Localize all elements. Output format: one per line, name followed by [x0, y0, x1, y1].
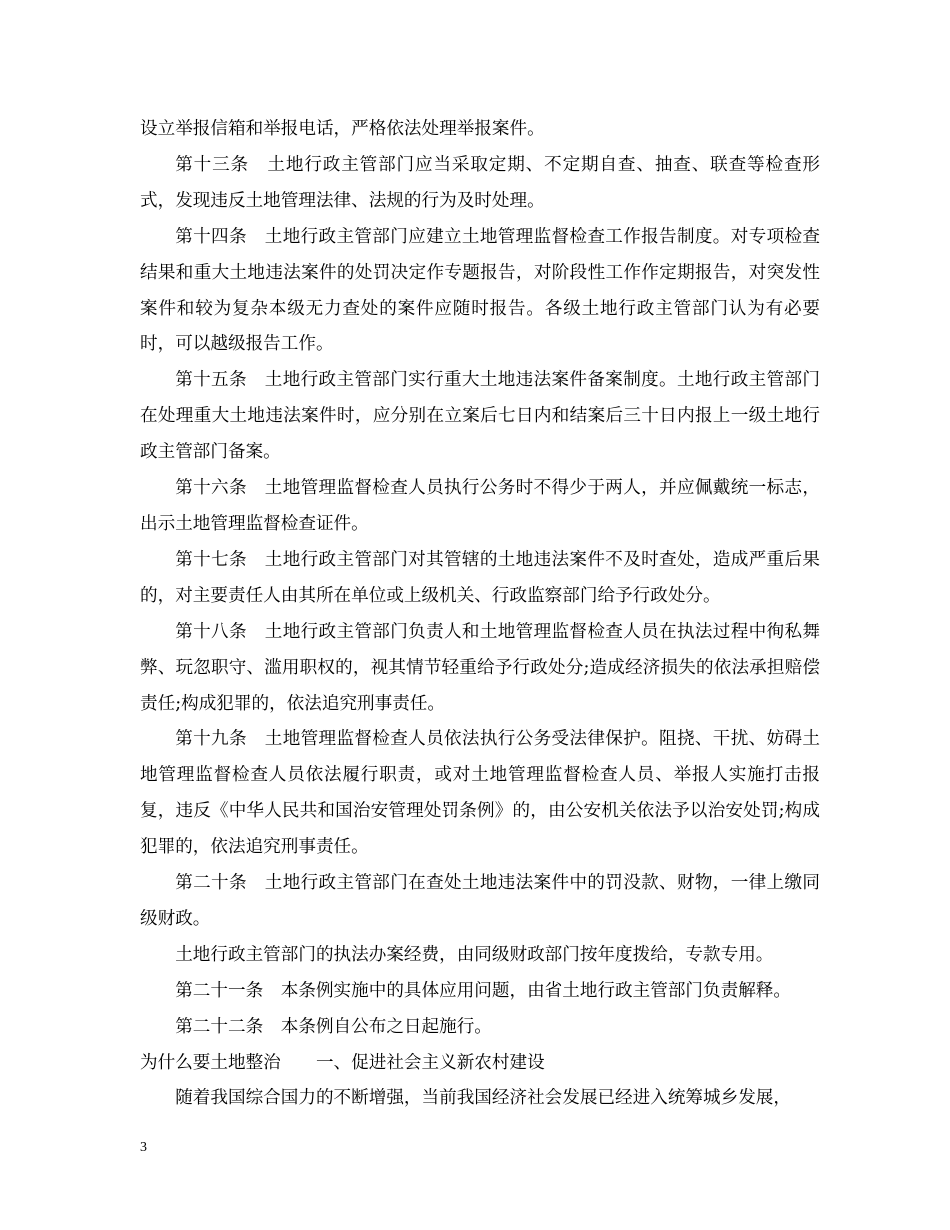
paragraph: 第十五条 土地行政主管部门实行重大土地违法案件备案制度。土地行政主管部门在处理重大土地违法案件时，应分别在立案后七日内和结案后三十日内报上一级土地行政主管部门备案。: [140, 370, 820, 463]
paragraph: 第十六条 土地管理监督检查人员执行公务时不得少于两人，并应佩戴统一标志，出示土地管理监督检查证件。: [140, 478, 820, 534]
paragraph: 第十四条 土地行政主管部门应建立土地管理监督检查工作报告制度。对专项检查结果和重大土地违法案件的处罚决定作专题报告，对阶段性工作作定期报告，对突发性案件和较为复杂本级无力查处的案件应随时报告。各级土地行政主管部门认为有必要时，可以越级报告工作。: [140, 226, 820, 355]
section-heading: 为什么要土地整治 一、促进社会主义新农村建设: [140, 1052, 545, 1073]
paragraph: 第十八条 土地行政主管部门负责人和土地管理监督检查人员在执法过程中徇私舞弊、玩忽职守、滥用职权的，视其情节轻重给予行政处分;造成经济损失的依法承担赔偿责任;构成犯罪的，依法追究刑事责任。: [140, 621, 820, 714]
paragraph: 土地行政主管部门的执法办案经费，由同级财政部门按年度拨给，专款专用。: [175, 944, 774, 965]
paragraph: 设立举报信箱和举报电话，严格依法处理举报案件。: [140, 119, 545, 139]
paragraph: 第二十二条 本条例自公布之日起施行。: [175, 1016, 492, 1037]
document-body: [140, 112, 820, 1117]
paragraph: 第十三条 土地行政主管部门应当采取定期、不定期自查、抽查、联查等检查形式，发现违反土地管理法律、法规的行为及时处理。: [140, 154, 820, 211]
page-number: 3: [140, 1140, 147, 1155]
paragraph: 第十九条 土地管理监督检查人员依法执行公务受法律保护。阻挠、干扰、妨碍土地管理监督检查人员依法履行职责，或对土地管理监督检查人员、举报人实施打击报复，违反《中华人民共和国治安管理处罚条例》的，由公安机关依法予以治安处罚;构成犯罪的，依法追究刑事责任。: [140, 729, 820, 858]
paragraph: 第二十条 土地行政主管部门在查处土地违法案件中的罚没款、财物，一律上缴同级财政。: [140, 873, 820, 929]
paragraph: 第十七条 土地行政主管部门对其管辖的土地违法案件不及时查处，造成严重后果的，对主要责任人由其所在单位或上级机关、行政监察部门给予行政处分。: [140, 549, 820, 606]
paragraph: 随着我国综合国力的不断增强，当前我国经济社会发展已经进入统筹城乡发展，: [175, 1088, 791, 1109]
paragraph: 第二十一条 本条例实施中的具体应用问题，由省土地行政主管部门负责解释。: [175, 980, 791, 1001]
